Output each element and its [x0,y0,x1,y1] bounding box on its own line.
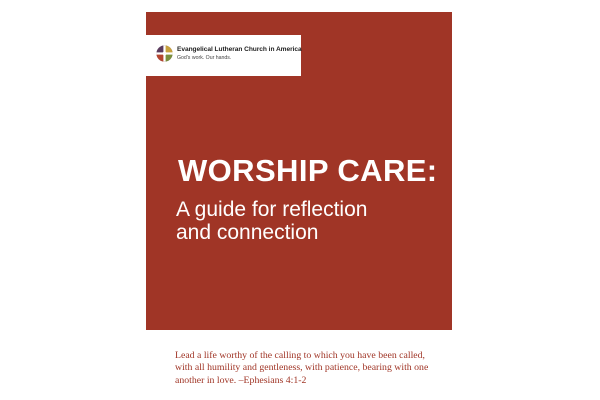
cover-subtitle [176,198,367,244]
subtitle-line: and connection [176,221,319,244]
logo-banner [146,35,301,76]
elca-cross-icon [156,45,173,62]
organization-tagline: God's work. Our hands. [177,55,232,61]
cover-title: WORSHIP CARE: [178,153,438,188]
quote-line: with all humility and gentleness, with patience, bearing with one [175,362,429,374]
cover-panel [146,12,452,330]
scripture-quote [175,350,475,387]
quote-line: Lead a life worthy of the calling to which you have been called, [175,350,425,361]
quote-line: another in love. –Ephesians 4:1-2 [175,374,307,386]
organization-name: Evangelical Lutheran Church in America [177,46,302,53]
subtitle-line: A guide for reflection [176,198,368,221]
